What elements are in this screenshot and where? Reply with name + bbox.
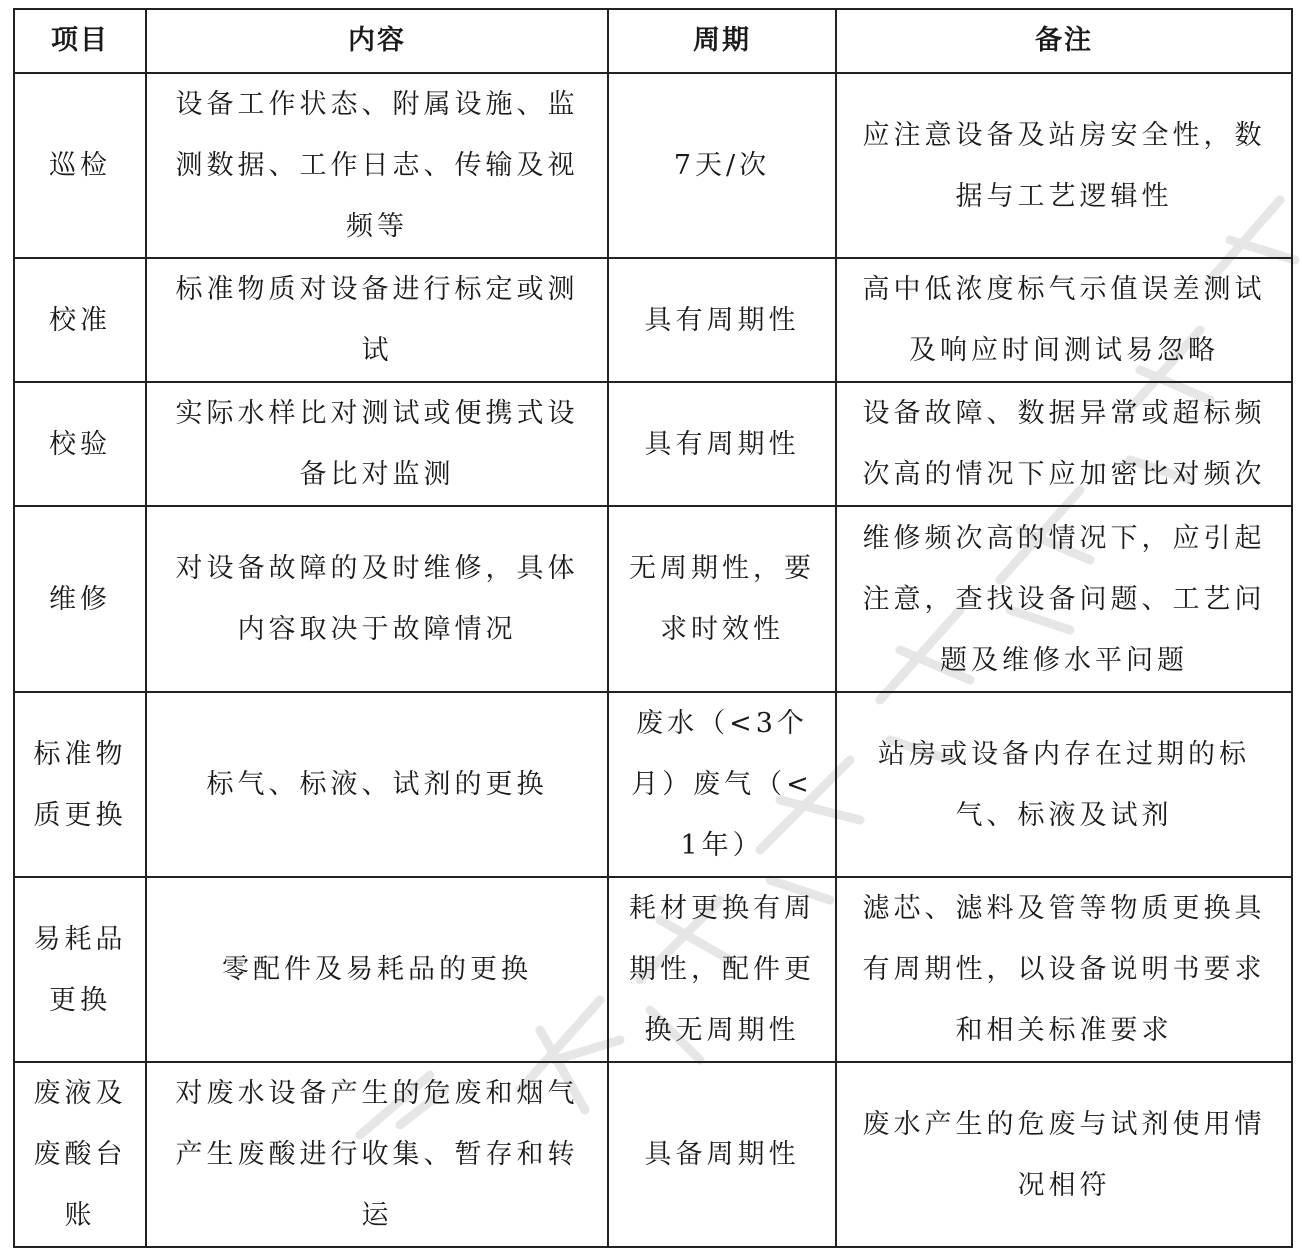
cell-content: 标气、标液、试剂的更换 <box>146 692 608 877</box>
cell-item: 易耗品更换 <box>14 877 146 1062</box>
cell-item: 维修 <box>14 506 146 692</box>
cell-item: 废液及废酸台账 <box>14 1062 146 1247</box>
cell-period: 7天/次 <box>608 73 836 258</box>
cell-remark: 应注意设备及站房安全性，数据与工艺逻辑性 <box>836 73 1292 258</box>
cell-content: 设备工作状态、附属设施、监测数据、工作日志、传输及视频等 <box>146 73 608 258</box>
cell-content: 标准物质对设备进行标定或测试 <box>146 258 608 382</box>
cell-period: 废水（<3个月）废气（<1年） <box>608 692 836 877</box>
cell-remark: 废水产生的危废与试剂使用情况相符 <box>836 1062 1292 1247</box>
cell-period: 具有周期性 <box>608 258 836 382</box>
table-row <box>14 506 1292 692</box>
cell-item: 校验 <box>14 382 146 506</box>
table-row <box>14 382 1292 506</box>
cell-period: 无周期性，要求时效性 <box>608 506 836 692</box>
cell-period: 耗材更换有周期性，配件更换无周期性 <box>608 877 836 1062</box>
cell-content: 实际水样比对测试或便携式设备比对监测 <box>146 382 608 506</box>
header-content: 内容 <box>146 9 608 73</box>
header-remark: 备注 <box>836 9 1292 73</box>
cell-remark: 滤芯、滤料及管等物质更换具有周期性，以设备说明书要求和相关标准要求 <box>836 877 1292 1062</box>
cell-content: 零配件及易耗品的更换 <box>146 877 608 1062</box>
cell-content: 对废水设备产生的危废和烟气产生废酸进行收集、暂存和转运 <box>146 1062 608 1247</box>
table-row <box>14 1062 1292 1247</box>
cell-remark: 维修频次高的情况下，应引起注意，查找设备问题、工艺问题及维修水平问题 <box>836 506 1292 692</box>
header-item: 项目 <box>14 9 146 73</box>
table-row <box>14 692 1292 877</box>
cell-period: 具有周期性 <box>608 382 836 506</box>
header-row <box>14 9 1292 73</box>
cell-remark: 设备故障、数据异常或超标频次高的情况下应加密比对频次 <box>836 382 1292 506</box>
table-row <box>14 258 1292 382</box>
cell-item: 标准物质更换 <box>14 692 146 877</box>
cell-content: 对设备故障的及时维修，具体内容取决于故障情况 <box>146 506 608 692</box>
cell-remark: 高中低浓度标气示值误差测试及响应时间测试易忽略 <box>836 258 1292 382</box>
table-row <box>14 877 1292 1062</box>
cell-period: 具备周期性 <box>608 1062 836 1247</box>
cell-item: 校准 <box>14 258 146 382</box>
cell-remark: 站房或设备内存在过期的标气、标液及试剂 <box>836 692 1292 877</box>
maintenance-table <box>13 8 1293 1248</box>
cell-item: 巡检 <box>14 73 146 258</box>
table-row <box>14 73 1292 258</box>
header-period: 周期 <box>608 9 836 73</box>
